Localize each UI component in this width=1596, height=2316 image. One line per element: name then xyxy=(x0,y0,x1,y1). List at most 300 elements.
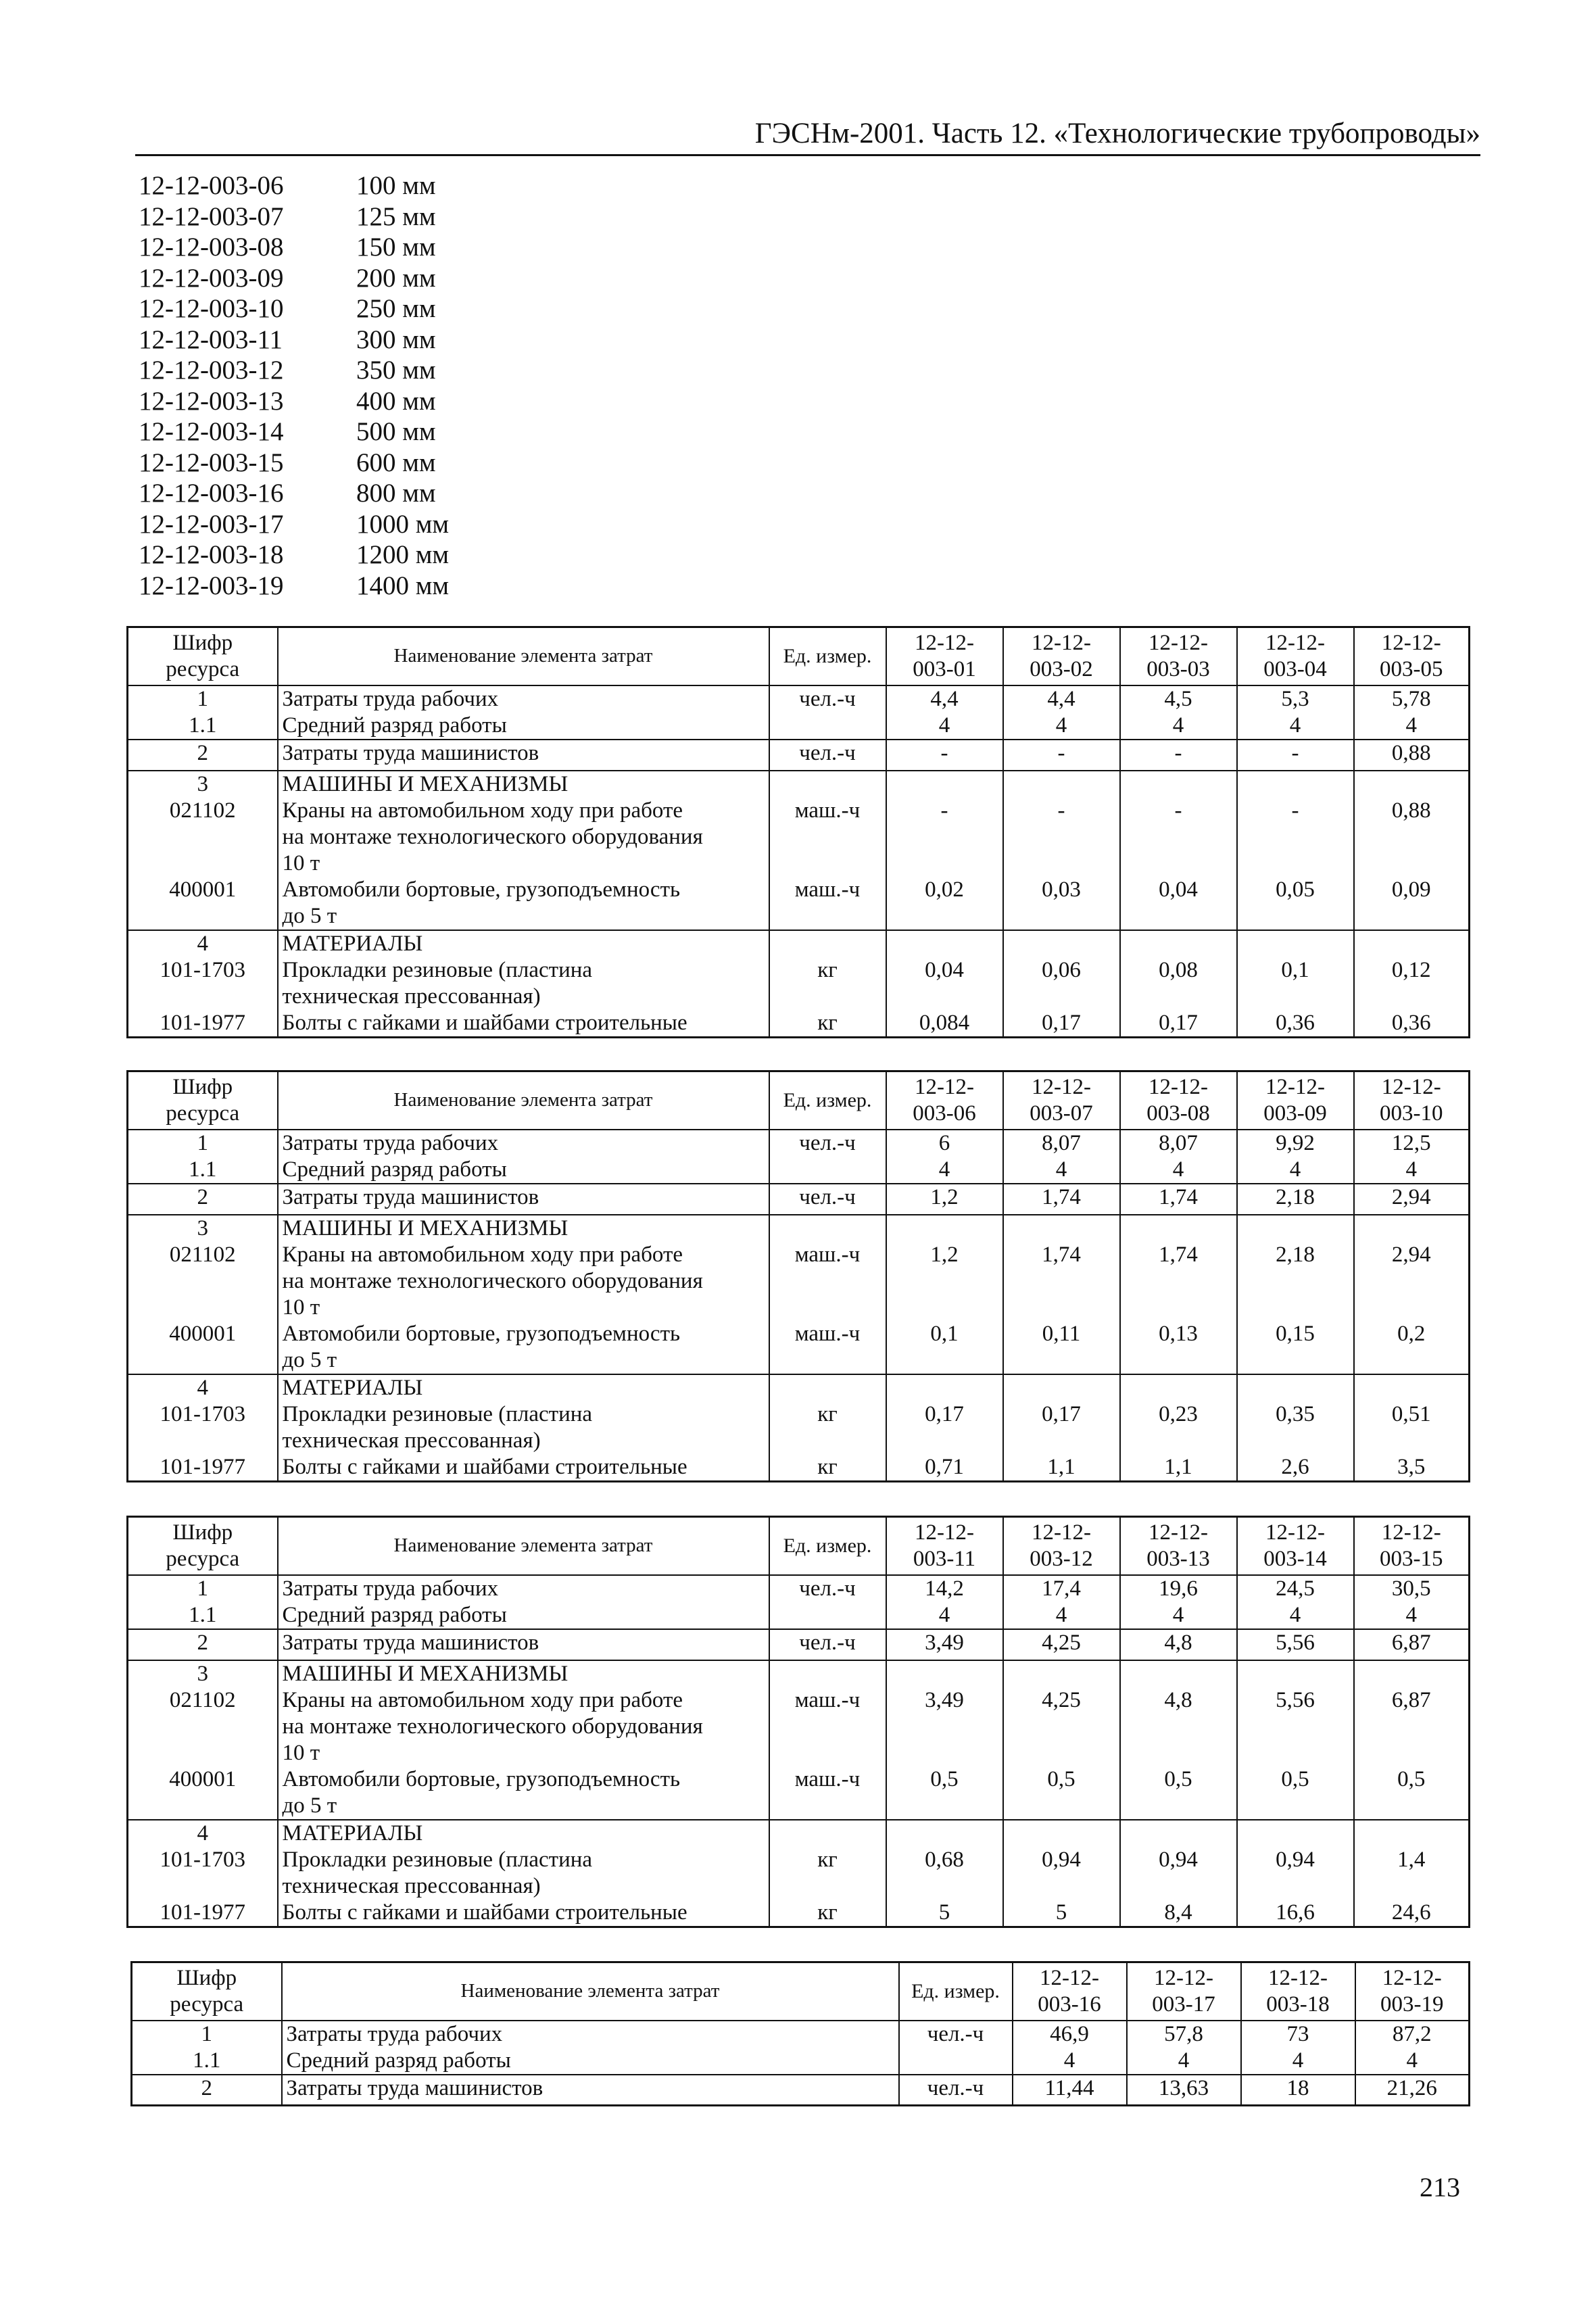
column-header xyxy=(1354,1071,1470,1130)
row-name xyxy=(278,1401,769,1454)
code-list-item xyxy=(139,509,449,540)
empty-cell xyxy=(886,1820,1003,1847)
row-unit: чел.-ч xyxy=(899,2075,1013,2106)
row-unit xyxy=(769,1602,886,1629)
table-row xyxy=(128,1575,1470,1602)
code-list-item xyxy=(139,539,449,571)
code-header xyxy=(128,627,278,685)
row-unit: кг xyxy=(769,1401,886,1454)
cell-value: 16,6 xyxy=(1237,1900,1354,1927)
empty-cell xyxy=(1120,930,1237,957)
table-row xyxy=(132,2075,1470,2106)
cell-value: 0,17 xyxy=(1003,1010,1120,1038)
cell-value: 1,2 xyxy=(886,1242,1003,1321)
empty-cell xyxy=(1354,1820,1470,1847)
cell-value: 0,03 xyxy=(1003,877,1120,930)
cell-value: 3,49 xyxy=(886,1629,1003,1660)
row-unit: кг xyxy=(769,1847,886,1900)
empty-cell xyxy=(1237,1660,1354,1687)
column-code: 003-11 xyxy=(913,1546,976,1571)
cell-value: 0,1 xyxy=(886,1321,1003,1374)
row-unit: маш.-ч xyxy=(769,1321,886,1374)
code-size: 1400 мм xyxy=(356,571,450,600)
cell-value: - xyxy=(1237,798,1354,877)
cell-value: 4 xyxy=(1241,2048,1355,2075)
row-code: 1.1 xyxy=(128,1602,278,1629)
cell-value: 0,084 xyxy=(886,1010,1003,1038)
section-row xyxy=(128,1374,1470,1401)
column-prefix: 12-12- xyxy=(1032,1074,1091,1099)
empty-cell xyxy=(1120,1820,1237,1847)
code-id: 12-12-003-10 xyxy=(139,294,284,323)
empty-cell xyxy=(1354,771,1470,798)
section-title: МАШИНЫ И МЕХАНИЗМЫ xyxy=(278,771,769,798)
cell-value: 4 xyxy=(1237,1602,1354,1629)
row-unit: кг xyxy=(769,1010,886,1038)
cell-value: 0,5 xyxy=(1003,1766,1120,1820)
table-row xyxy=(128,1602,1470,1629)
cell-value: 6,87 xyxy=(1354,1629,1470,1660)
code-id: 12-12-003-19 xyxy=(139,571,284,600)
section-row xyxy=(128,930,1470,957)
cell-value: 4 xyxy=(1237,713,1354,740)
code-list-item xyxy=(139,448,449,479)
row-code: 021102 xyxy=(128,1242,278,1321)
column-header xyxy=(1237,1071,1354,1130)
row-unit: маш.-ч xyxy=(769,1687,886,1766)
code-header-l2: ресурса xyxy=(166,1546,240,1571)
code-list-item xyxy=(139,571,449,602)
cell-value: 1,74 xyxy=(1120,1242,1237,1321)
resource-table-2 xyxy=(126,1070,1470,1482)
empty-cell xyxy=(1354,1660,1470,1687)
code-list-item xyxy=(139,232,449,263)
cell-value: 4,5 xyxy=(1120,685,1237,713)
row-name xyxy=(278,1847,769,1900)
column-prefix: 12-12- xyxy=(1381,630,1441,655)
row-unit: кг xyxy=(769,957,886,1010)
code-id: 12-12-003-16 xyxy=(139,479,284,508)
row-name xyxy=(278,877,769,930)
column-prefix: 12-12- xyxy=(1148,630,1208,655)
row-name xyxy=(278,1687,769,1766)
cell-value: 5,78 xyxy=(1354,685,1470,713)
cell-value: 4 xyxy=(1354,713,1470,740)
row-code: 2 xyxy=(128,1184,278,1215)
row-unit: маш.-ч xyxy=(769,1766,886,1820)
section-title: МАТЕРИАЛЫ xyxy=(278,1374,769,1401)
section-title: МАТЕРИАЛЫ xyxy=(278,1820,769,1847)
row-code: 400001 xyxy=(128,1766,278,1820)
code-id: 12-12-003-12 xyxy=(139,356,284,385)
row-name xyxy=(278,798,769,877)
cell-value: 0,94 xyxy=(1237,1847,1354,1900)
row-code: 101-1703 xyxy=(128,957,278,1010)
empty-cell xyxy=(769,1374,886,1401)
cell-value: 0,17 xyxy=(1120,1010,1237,1038)
code-header-l2: ресурса xyxy=(166,656,240,681)
column-code: 003-14 xyxy=(1263,1546,1327,1571)
row-name: Средний разряд работы xyxy=(278,1157,769,1184)
cell-value: 4 xyxy=(1003,1157,1120,1184)
column-code: 003-18 xyxy=(1266,1992,1330,2017)
empty-cell xyxy=(769,1660,886,1687)
table-row xyxy=(128,1242,1470,1321)
cell-value: 1,4 xyxy=(1354,1847,1470,1900)
code-size: 600 мм xyxy=(356,448,436,477)
crane-line-2: на монтаже технологического оборудования xyxy=(282,824,703,849)
row-code: 2 xyxy=(128,1629,278,1660)
unit-header: Ед. измер. xyxy=(899,1962,1013,2021)
cell-value: 4,8 xyxy=(1120,1687,1237,1766)
cell-value: 1,2 xyxy=(886,1184,1003,1215)
row-unit: чел.-ч xyxy=(769,740,886,771)
cell-value: 13,63 xyxy=(1127,2075,1241,2106)
truck-line-2: до 5 т xyxy=(282,1793,337,1818)
gasket-line-2: техническая прессованная) xyxy=(282,1873,541,1898)
gasket-line-2: техническая прессованная) xyxy=(282,984,541,1009)
crane-line-1: Краны на автомобильном ходу при работе xyxy=(282,798,683,823)
column-code: 003-17 xyxy=(1152,1992,1215,2017)
crane-line-2: на монтаже технологического оборудования xyxy=(282,1714,703,1739)
row-name xyxy=(278,1321,769,1374)
table-row xyxy=(128,1321,1470,1374)
cell-value: - xyxy=(1003,798,1120,877)
code-size: 1200 мм xyxy=(356,540,450,569)
row-unit: чел.-ч xyxy=(769,1184,886,1215)
cell-value: 0,68 xyxy=(886,1847,1003,1900)
code-id: 12-12-003-18 xyxy=(139,540,284,569)
cell-value: 8,4 xyxy=(1120,1900,1237,1927)
row-code: 2 xyxy=(132,2075,282,2106)
code-list-item xyxy=(139,355,449,386)
crane-line-3: 10 т xyxy=(282,1740,320,1765)
cell-value: 0,5 xyxy=(1354,1766,1470,1820)
column-prefix: 12-12- xyxy=(1032,1520,1091,1545)
column-prefix: 12-12- xyxy=(915,1074,974,1099)
gasket-line-1: Прокладки резиновые (пластина xyxy=(282,1401,593,1426)
cell-value: 24,6 xyxy=(1354,1900,1470,1927)
column-prefix: 12-12- xyxy=(1154,1965,1213,1990)
cell-value: 0,04 xyxy=(886,957,1003,1010)
cell-value: - xyxy=(1003,740,1120,771)
cell-value: 57,8 xyxy=(1127,2021,1241,2048)
cell-value: 4 xyxy=(886,713,1003,740)
column-header xyxy=(1355,1962,1470,2021)
unit-header: Ед. измер. xyxy=(769,1071,886,1130)
row-unit xyxy=(769,1157,886,1184)
truck-line-2: до 5 т xyxy=(282,1347,337,1372)
row-name: Затраты труда машинистов xyxy=(278,740,769,771)
column-code: 003-09 xyxy=(1263,1101,1327,1126)
row-name: Затраты труда рабочих xyxy=(278,685,769,713)
code-list-item xyxy=(139,416,449,448)
column-code: 003-16 xyxy=(1038,1992,1101,2017)
row-code: 1.1 xyxy=(128,713,278,740)
cell-value: 6 xyxy=(886,1130,1003,1157)
empty-cell xyxy=(1003,1820,1120,1847)
crane-line-1: Краны на автомобильном ходу при работе xyxy=(282,1242,683,1267)
column-header xyxy=(1120,1517,1237,1575)
cell-value: 0,88 xyxy=(1354,740,1470,771)
column-prefix: 12-12- xyxy=(1268,1965,1328,1990)
column-code: 003-04 xyxy=(1263,656,1327,681)
table-row xyxy=(128,957,1470,1010)
cell-value: 0,5 xyxy=(1120,1766,1237,1820)
column-code: 003-15 xyxy=(1380,1546,1443,1571)
cell-value: 4 xyxy=(1120,1602,1237,1629)
row-code: 4 xyxy=(128,1374,278,1401)
cell-value: 4 xyxy=(1120,713,1237,740)
row-code: 1.1 xyxy=(128,1157,278,1184)
row-unit: чел.-ч xyxy=(899,2021,1013,2048)
empty-cell xyxy=(1120,771,1237,798)
column-header xyxy=(1003,1517,1120,1575)
column-code: 003-08 xyxy=(1146,1101,1210,1126)
cell-value: 0,2 xyxy=(1354,1321,1470,1374)
column-code: 003-19 xyxy=(1380,1992,1444,2017)
code-id: 12-12-003-15 xyxy=(139,448,284,477)
unit-header: Ед. измер. xyxy=(769,1517,886,1575)
section-title: МАШИНЫ И МЕХАНИЗМЫ xyxy=(278,1215,769,1242)
code-size: 125 мм xyxy=(356,201,436,231)
column-header xyxy=(1237,627,1354,685)
empty-cell xyxy=(769,771,886,798)
row-name: Затраты труда рабочих xyxy=(278,1575,769,1602)
cell-value: - xyxy=(886,740,1003,771)
cell-value: 19,6 xyxy=(1120,1575,1237,1602)
table-row xyxy=(132,2021,1470,2048)
code-header xyxy=(132,1962,282,2021)
empty-cell xyxy=(1237,771,1354,798)
cell-value: 6,87 xyxy=(1354,1687,1470,1766)
column-prefix: 12-12- xyxy=(915,630,974,655)
column-code: 003-06 xyxy=(913,1101,976,1126)
code-header-l1: Шифр xyxy=(172,630,233,655)
truck-line-2: до 5 т xyxy=(282,903,337,928)
cell-value: 4 xyxy=(1237,1157,1354,1184)
cell-value: 4,25 xyxy=(1003,1687,1120,1766)
column-header xyxy=(1003,1071,1120,1130)
empty-cell xyxy=(1354,1215,1470,1242)
row-code: 1 xyxy=(128,685,278,713)
section-row xyxy=(128,1215,1470,1242)
table-row xyxy=(128,1010,1470,1038)
cell-value: 0,13 xyxy=(1120,1321,1237,1374)
code-id: 12-12-003-06 xyxy=(139,171,284,200)
row-code: 101-1977 xyxy=(128,1454,278,1482)
cell-value: 8,07 xyxy=(1120,1130,1237,1157)
cell-value: 9,92 xyxy=(1237,1130,1354,1157)
row-name: Затраты труда рабочих xyxy=(282,2021,899,2048)
column-header xyxy=(886,1517,1003,1575)
row-unit: чел.-ч xyxy=(769,1575,886,1602)
row-code: 2 xyxy=(128,740,278,771)
column-header xyxy=(886,627,1003,685)
cell-value: 0,08 xyxy=(1120,957,1237,1010)
cell-value: 0,71 xyxy=(886,1454,1003,1482)
row-code: 101-1977 xyxy=(128,1900,278,1927)
cell-value: 4,8 xyxy=(1120,1629,1237,1660)
column-header xyxy=(1354,627,1470,685)
code-size: 1000 мм xyxy=(356,509,450,539)
cell-value: 5 xyxy=(886,1900,1003,1927)
column-header xyxy=(1237,1517,1354,1575)
cell-value: 1,74 xyxy=(1120,1184,1237,1215)
row-name: Средний разряд работы xyxy=(282,2048,899,2075)
cell-value: 73 xyxy=(1241,2021,1355,2048)
empty-cell xyxy=(1003,1215,1120,1242)
code-list-item xyxy=(139,201,449,233)
cell-value: 0,36 xyxy=(1237,1010,1354,1038)
code-header-l2: ресурса xyxy=(170,1992,244,2017)
table-row xyxy=(128,685,1470,713)
crane-line-1: Краны на автомобильном ходу при работе xyxy=(282,1687,683,1712)
section-title: МАТЕРИАЛЫ xyxy=(278,930,769,957)
empty-cell xyxy=(1120,1374,1237,1401)
code-size: 800 мм xyxy=(356,479,436,508)
column-code: 003-13 xyxy=(1146,1546,1210,1571)
table-row xyxy=(128,713,1470,740)
row-unit xyxy=(769,713,886,740)
cell-value: 1,1 xyxy=(1120,1454,1237,1482)
row-code: 021102 xyxy=(128,798,278,877)
cell-value: 4 xyxy=(1120,1157,1237,1184)
code-list-item xyxy=(139,263,449,294)
cell-value: 12,5 xyxy=(1354,1130,1470,1157)
cell-value: 30,5 xyxy=(1354,1575,1470,1602)
resource-table-3 xyxy=(126,1516,1470,1928)
table-row xyxy=(128,1157,1470,1184)
row-code: 1 xyxy=(128,1575,278,1602)
cell-value: 3,49 xyxy=(886,1687,1003,1766)
resource-table-4 xyxy=(130,1961,1470,2106)
row-code: 101-1703 xyxy=(128,1401,278,1454)
row-name xyxy=(278,957,769,1010)
crane-line-2: на монтаже технологического оборудования xyxy=(282,1268,703,1293)
table-row xyxy=(128,1687,1470,1766)
row-name: Затраты труда машинистов xyxy=(278,1184,769,1215)
row-code: 101-1703 xyxy=(128,1847,278,1900)
cell-value: 46,9 xyxy=(1013,2021,1127,2048)
table-row xyxy=(128,740,1470,771)
row-code: 1.1 xyxy=(132,2048,282,2075)
row-unit: чел.-ч xyxy=(769,1130,886,1157)
cell-value: 4,4 xyxy=(1003,685,1120,713)
section-row xyxy=(128,771,1470,798)
cell-value: 17,4 xyxy=(1003,1575,1120,1602)
code-size: 400 мм xyxy=(356,386,436,416)
cell-value: 5,56 xyxy=(1237,1629,1354,1660)
cell-value: 18 xyxy=(1241,2075,1355,2106)
column-header xyxy=(1013,1962,1127,2021)
column-code: 003-03 xyxy=(1146,656,1210,681)
empty-cell xyxy=(886,1374,1003,1401)
empty-cell xyxy=(1237,1215,1354,1242)
empty-cell xyxy=(1237,930,1354,957)
column-code: 003-10 xyxy=(1380,1101,1443,1126)
code-list-item xyxy=(139,324,449,356)
cell-value: 2,94 xyxy=(1354,1184,1470,1215)
column-code: 003-12 xyxy=(1030,1546,1093,1571)
cell-value: 4 xyxy=(1355,2048,1470,2075)
column-header xyxy=(1003,627,1120,685)
row-unit: маш.-ч xyxy=(769,877,886,930)
cell-value: 0,15 xyxy=(1237,1321,1354,1374)
code-size: 500 мм xyxy=(356,417,436,446)
column-header xyxy=(1127,1962,1241,2021)
cell-value: 0,35 xyxy=(1237,1401,1354,1454)
header-text: ГЭСНм-2001. Часть 12. «Технологические трубопроводы» xyxy=(754,118,1480,149)
empty-cell xyxy=(886,1215,1003,1242)
row-unit: кг xyxy=(769,1454,886,1482)
empty-cell xyxy=(769,930,886,957)
row-code: 3 xyxy=(128,1660,278,1687)
empty-cell xyxy=(1003,1660,1120,1687)
cell-value: 4 xyxy=(1013,2048,1127,2075)
code-id: 12-12-003-13 xyxy=(139,386,284,416)
unit-header: Ед. измер. xyxy=(769,627,886,685)
cell-value: 21,26 xyxy=(1355,2075,1470,2106)
column-prefix: 12-12- xyxy=(1265,1074,1325,1099)
cell-value: 5,3 xyxy=(1237,685,1354,713)
section-row xyxy=(128,1660,1470,1687)
empty-cell xyxy=(769,1215,886,1242)
cell-value: 4 xyxy=(1354,1602,1470,1629)
code-list-item xyxy=(139,478,449,509)
code-header-l2: ресурса xyxy=(166,1101,240,1126)
truck-line-1: Автомобили бортовые, грузоподъемность xyxy=(282,877,681,902)
table-row xyxy=(128,1847,1470,1900)
row-unit: кг xyxy=(769,1900,886,1927)
row-code: 400001 xyxy=(128,877,278,930)
cell-value: - xyxy=(886,798,1003,877)
empty-cell xyxy=(1003,930,1120,957)
cell-value: 4,4 xyxy=(886,685,1003,713)
cell-value: 0,94 xyxy=(1003,1847,1120,1900)
row-code: 3 xyxy=(128,1215,278,1242)
cell-value: 2,6 xyxy=(1237,1454,1354,1482)
code-size: 100 мм xyxy=(356,171,436,200)
cell-value: 24,5 xyxy=(1237,1575,1354,1602)
code-id: 12-12-003-09 xyxy=(139,263,284,293)
code-id: 12-12-003-07 xyxy=(139,201,284,231)
code-header-l1: Шифр xyxy=(172,1074,233,1099)
crane-line-3: 10 т xyxy=(282,850,320,875)
cell-value: 11,44 xyxy=(1013,2075,1127,2106)
row-name: Затраты труда машинистов xyxy=(282,2075,899,2106)
column-code: 003-02 xyxy=(1030,656,1093,681)
column-prefix: 12-12- xyxy=(1381,1074,1441,1099)
cell-value: 0,04 xyxy=(1120,877,1237,930)
cell-value: 0,23 xyxy=(1120,1401,1237,1454)
table-row xyxy=(128,1184,1470,1215)
cell-value: 4 xyxy=(886,1157,1003,1184)
cell-value: 87,2 xyxy=(1355,2021,1470,2048)
empty-cell xyxy=(1120,1660,1237,1687)
cell-value: - xyxy=(1120,740,1237,771)
cell-value: 0,12 xyxy=(1354,957,1470,1010)
row-code: 1 xyxy=(132,2021,282,2048)
column-prefix: 12-12- xyxy=(1381,1520,1441,1545)
code-header xyxy=(128,1071,278,1130)
empty-cell xyxy=(886,771,1003,798)
section-row xyxy=(128,1820,1470,1847)
running-header xyxy=(135,114,1480,156)
truck-line-1: Автомобили бортовые, грузоподъемность xyxy=(282,1321,681,1346)
cell-value: 0,94 xyxy=(1120,1847,1237,1900)
row-name: Затраты труда машинистов xyxy=(278,1629,769,1660)
